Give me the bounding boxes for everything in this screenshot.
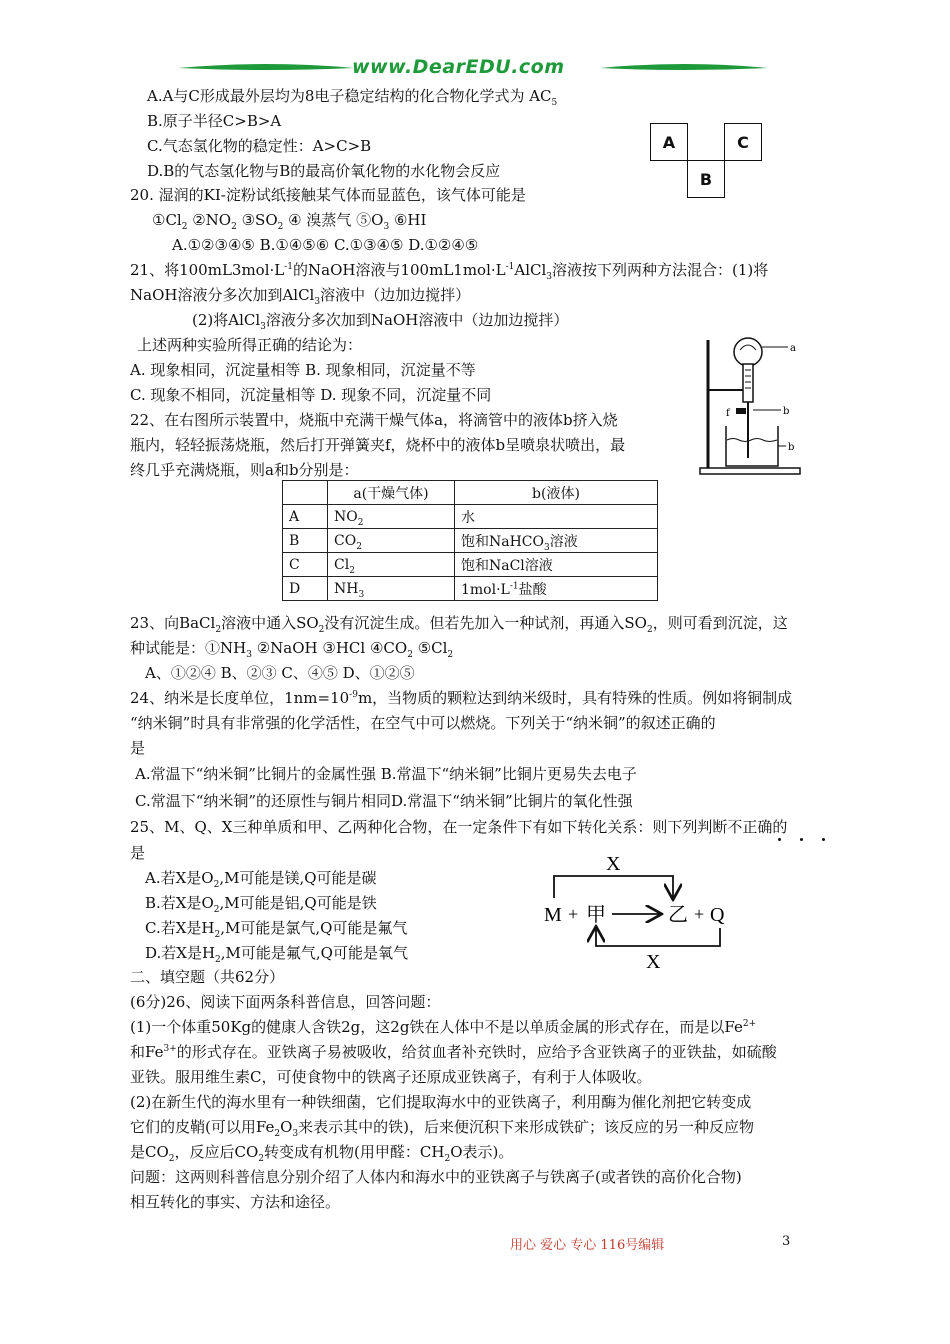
diagram-x-bottom: X [646,951,661,973]
q24-stem-1: 24、纳米是长度单位，$1nm=10^{-9}m$，当物质的颗粒达到纳米级时，具有特殊的性质。例如将铜制成 [130,689,793,707]
table-header-row [283,481,658,505]
q22-stem-2: 瓶内，轻轻振荡烧瓶，然后打开弹簧夹f，烧杯中的液体b呈喷泉状喷出，最 [130,436,626,454]
q23-stem-2: 种试能是：$①NH_3$ ②NaOH ③HCl $④CO_2$ $⑤Cl_2$ [130,639,454,660]
table-cell: D [283,577,328,601]
q26-stem: (6分)26、阅读下面两条科普信息，回答问题： [130,993,441,1011]
apparatus-label-b1: b [783,406,790,417]
q24-stem-3: 是 [130,739,146,757]
q25-stem-2: 是 [130,844,146,862]
apparatus-label-a: a [790,343,796,354]
table-header-cell: a(干燥气体) [328,481,455,505]
q22-stem-1: 22、在右图所示装置中，烧瓶中充满干燥气体a，将滴管中的液体b挤入烧 [130,411,618,429]
q26-para2-line3: 是$CO_2$，反应后$CO_2$转变成有机物(用甲醛：$CH_2O$表示)。 [130,1143,514,1164]
box-c: C [724,123,762,161]
page-number: 3 [782,1234,791,1249]
table-cell: $NH_3$ [328,577,455,601]
q25-option-d: D.若X是$H_2,M$可能是氟气,Q可能是氧气 [145,944,408,965]
diagram-plus-2: + [694,904,705,924]
q21-stem-1: 21、将$100mL3mol\cdot L^{-1}$的NaOH溶液与$100mL1mol\cdot L^{-1}AlCl_3$溶液按下列两种方法混合：(1)将 [130,261,769,282]
fountain-apparatus-figure [696,330,806,480]
q21-stem-2: NaOH溶液分多次加到AlCl$_3$溶液中（边加边搅拌） [130,286,471,307]
table-header-cell [283,481,328,505]
q21-options-2: C. 现象不相同，沉淀量相等 D. 现象不同，沉淀量不同 [130,386,492,404]
diagram-x-top: X [606,853,621,875]
table-cell: $Cl_2$ [328,553,455,577]
q25-option-b: B.若X是$O_2,M$可能是铝,Q可能是铁 [145,894,377,915]
table-cell: 饱和NaCl溶液 [455,553,658,577]
q24-options-2: C.常温下“纳米铜”的还原性与铜片相同D.常温下“纳米铜”比铜片的氧化性强 [135,792,633,810]
box-b: B [687,160,725,198]
q19-option-b: B.原子半径C>B>A [147,112,282,130]
q19-option-a: A.A与C形成最外层均为8电子稳定结构的化合物化学式为 $AC_5$ [147,87,558,108]
q19-option-c: C.气态氢化物的稳定性：A>C>B [147,137,372,155]
q25-option-a: A.若X是$O_2,M$可能是镁,Q可能是碳 [145,869,377,890]
q26-para2-line2: 它们的皮鞘(可以用$Fe_2O_3$来表示其中的铁)，后来便沉积下来形成铁矿；该反应的另一种反应物 [130,1118,754,1139]
diagram-q: Q [710,904,725,926]
diagram-jia: 甲 [586,904,606,926]
table-cell: 水 [455,505,658,529]
q22-stem-3: 终几乎充满烧瓶，则a和b分别是： [130,461,359,479]
table-header-cell: b(液体) [455,481,658,505]
table-row [283,577,658,601]
section-2-title: 二、填空题（共62分） [130,968,285,986]
q20-choices: A.①②③④⑤ B.①④⑤⑥ C.①③④⑤ D.①②④⑤ [172,236,479,254]
table-cell: B [283,529,328,553]
q19-option-d: D.B的气态氢化物与B的最高价氧化物的水化物会反应 [147,162,501,180]
q26-para2-line1: (2)在新生代的海水里有一种铁细菌，它们提取海水中的亚铁离子，利用酶为催化剂把它转变成 [130,1093,752,1111]
q26-question-line2: 相互转化的事实、方法和途径。 [130,1193,341,1211]
table-row [283,529,658,553]
table-cell: $NO_2$ [328,505,455,529]
q26-para1-line3: 亚铁。服用维生素C，可使食物中的铁离子还原成亚铁离子，有利于人体吸收。 [130,1068,652,1086]
q21-options-1: A. 现象相同，沉淀量相等 B. 现象相同，沉淀量不等 [130,361,476,379]
header-swoosh-right [598,58,770,78]
footer-text: 用心 爱心 专心 116号编辑 [510,1238,665,1253]
q25-stem-1: 25、M、Q、X三种单质和甲、乙两种化合物，在一定条件下有如下转化关系：则下列判断不正确的 [130,818,788,836]
table-cell: 饱和NaHCO$_3$溶液 [455,529,658,553]
header-logo: www.DearEDU.com [352,56,565,78]
q21-stem-4: 上述两种实验所得正确的结论为： [137,336,363,354]
q26-question-line1: 问题：这两则科普信息分别介绍了人体内和海水中的亚铁离子与铁离子(或者铁的高价化合物) [130,1168,742,1186]
q20-items: $①Cl_2$ $②NO_2$ $③SO_2$ ④ 溴蒸气 $⑤O_3$ ⑥HI [152,211,427,232]
q21-stem-3: (2)将AlCl$_3$溶液分多次加到NaOH溶液中（边加边搅拌） [192,311,569,332]
box-a: A [650,123,688,161]
q24-options-1: A.常温下“纳米铜”比铜片的金属性强 B.常温下“纳米铜”比铜片更易失去电子 [135,765,637,783]
emphasis-dot [822,838,825,841]
table-cell: C [283,553,328,577]
table-cell: A [283,505,328,529]
diagram-yi: 乙 [668,904,688,926]
q23-choices: A、①②④ B、②③ C、④⑤ D、①②⑤ [145,664,415,682]
table-row [283,553,658,577]
table-cell: $1mol\cdot L^{-1}$盐酸 [455,577,658,601]
q20-stem: 20. 湿润的KI-淀粉试纸接触某气体而显蓝色，该气体可能是 [130,186,526,204]
header-swoosh-left [176,58,356,78]
conversion-diagram [538,848,768,973]
q26-para1-line2: 和$Fe^{3+}$的形式存在。亚铁离子易被吸收，给贫血者补充铁时，应给予含亚铁离子的亚铁盐，如硫酸 [130,1043,777,1061]
q23-stem-1: 23、向BaCl$_2$溶液中通入$SO_2$没有沉淀生成。但若先加入一种试剂，再通入$SO_2$，则可看到沉淀，这 [130,614,788,635]
q24-stem-2: “纳米铜”时具有非常强的化学活性，在空气中可以燃烧。下列关于“纳米铜”的叙述正确的 [130,714,716,732]
q25-option-c: C.若X是$H_2,M$可能是氯气,Q可能是氟气 [145,919,408,940]
q26-para1-line1: (1)一个体重50Kg的健康人含铁2g，这2g铁在人体中不是以单质金属的形式存在，而是以$Fe^{2+}$ [130,1018,757,1036]
apparatus-label-b2: b [788,442,795,453]
emphasis-dot [800,838,803,841]
diagram-plus-1: + [568,904,579,924]
table-cell: $CO_2$ [328,529,455,553]
q22-table [282,480,658,601]
table-row [283,505,658,529]
apparatus-label-f: f [726,408,730,419]
emphasis-dot [778,838,781,841]
diagram-m: M [544,904,562,926]
